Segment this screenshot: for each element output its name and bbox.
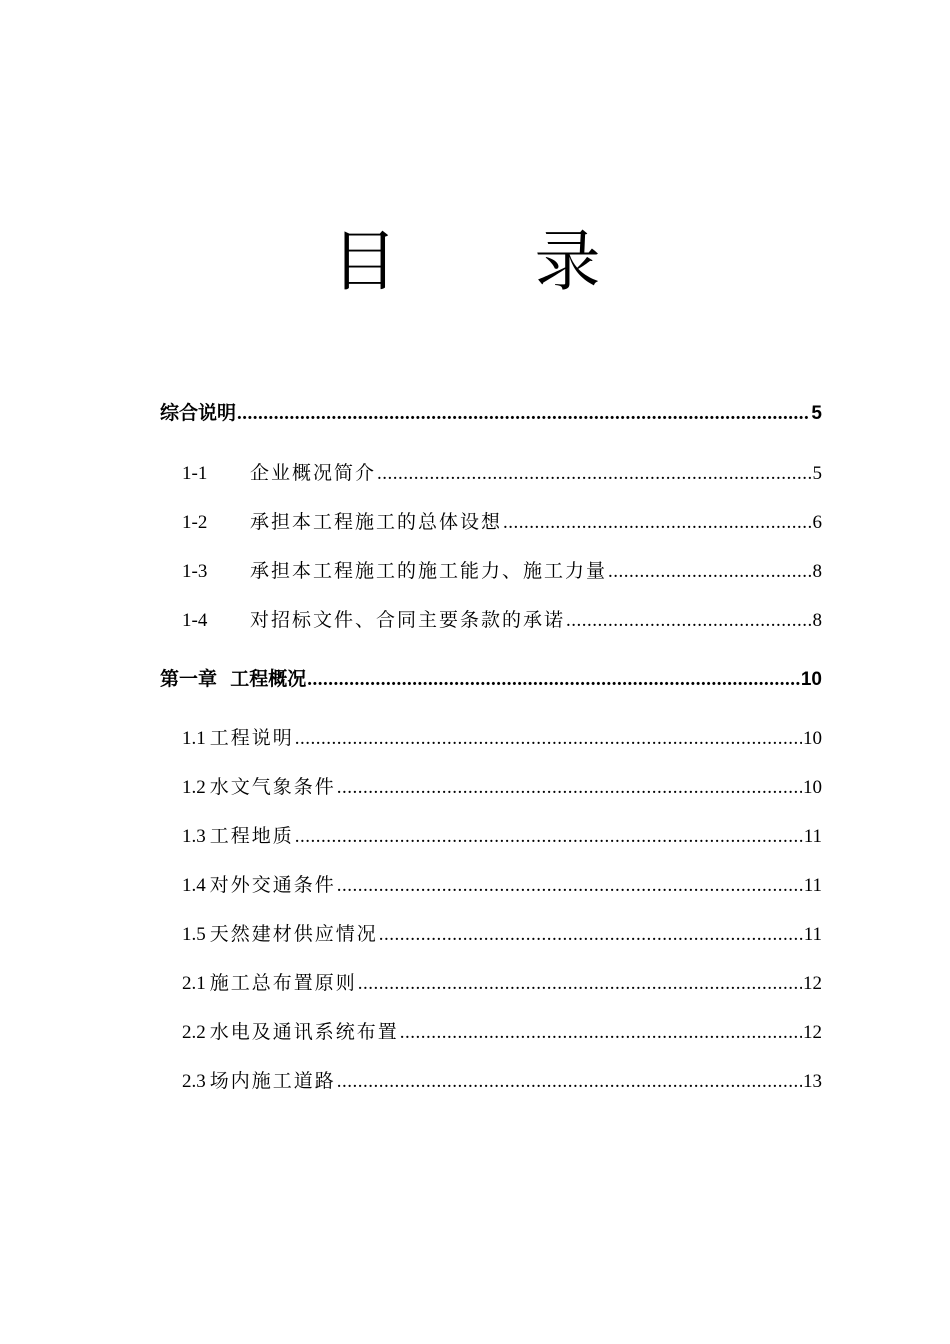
toc-entry-text: 承担本工程施工的总体设想 bbox=[250, 511, 503, 533]
toc-page-number: 12 bbox=[803, 973, 822, 994]
toc-entry-number: 1-3 bbox=[182, 561, 208, 582]
toc-entry[interactable] bbox=[182, 821, 822, 851]
toc-entry-number: 1-1 bbox=[182, 463, 208, 484]
toc-entry-text: 场内施工道路 bbox=[209, 1070, 336, 1092]
toc-entry-text: 第一章 工程概况 bbox=[160, 668, 307, 690]
toc-dot-leader bbox=[566, 606, 811, 636]
toc-entry-number: 1.4 bbox=[182, 875, 206, 896]
toc-entry-text: 综合说明 bbox=[160, 402, 237, 424]
toc-page-number: 11 bbox=[803, 875, 822, 896]
toc-entry[interactable] bbox=[182, 458, 822, 488]
toc-entry[interactable] bbox=[182, 1017, 822, 1047]
toc-entry[interactable] bbox=[182, 507, 822, 537]
toc-entry[interactable] bbox=[182, 556, 822, 586]
toc-dot-leader bbox=[337, 871, 803, 901]
toc-dot-leader bbox=[503, 508, 811, 538]
toc-entry-chapter[interactable] bbox=[160, 664, 822, 694]
toc-dot-leader bbox=[377, 459, 811, 489]
toc-entry-text: 水电及通讯系统布置 bbox=[209, 1021, 399, 1043]
toc-entry-text: 水文气象条件 bbox=[209, 776, 336, 798]
toc-entry-number: 1.2 bbox=[182, 777, 206, 798]
page-title: 目 录 bbox=[331, 223, 659, 300]
toc-entry[interactable] bbox=[182, 919, 822, 949]
toc-entry-text: 工程地质 bbox=[209, 825, 294, 847]
toc-dot-leader bbox=[295, 724, 802, 754]
toc-entry-number: 1.5 bbox=[182, 924, 206, 945]
toc-page-number: 8 bbox=[812, 561, 822, 582]
toc-dot-leader bbox=[295, 822, 803, 852]
toc-entry[interactable] bbox=[182, 870, 822, 900]
toc-entry-number: 2.1 bbox=[182, 973, 206, 994]
toc-entry-number: 2.3 bbox=[182, 1071, 206, 1092]
toc-dot-leader bbox=[307, 665, 800, 695]
toc-page-number: 8 bbox=[812, 610, 822, 631]
toc-entry-number: 1.1 bbox=[182, 728, 206, 749]
toc-page-number: 5 bbox=[812, 463, 822, 484]
toc-entry-number: 1.3 bbox=[182, 826, 206, 847]
toc-page-number: 10 bbox=[803, 728, 822, 749]
toc-entry-text: 企业概况简介 bbox=[250, 462, 377, 484]
toc-dot-leader bbox=[237, 399, 810, 429]
toc-page-number: 11 bbox=[803, 826, 822, 847]
toc-entry[interactable] bbox=[182, 1066, 822, 1096]
toc-dot-leader bbox=[358, 969, 802, 999]
toc-entry-section[interactable] bbox=[160, 398, 822, 428]
toc-page-number: 12 bbox=[803, 1022, 822, 1043]
toc-dot-leader bbox=[379, 920, 803, 950]
toc-page-number: 11 bbox=[803, 924, 822, 945]
toc-entry-number: 1-4 bbox=[182, 610, 208, 631]
toc-entry-number: 2.2 bbox=[182, 1022, 206, 1043]
toc-entry-text: 施工总布置原则 bbox=[209, 972, 357, 994]
toc-dot-leader bbox=[400, 1018, 802, 1048]
toc-entry[interactable] bbox=[182, 605, 822, 635]
toc-page-number: 13 bbox=[803, 1071, 822, 1092]
toc-page-number: 6 bbox=[812, 512, 822, 533]
toc-entry-text: 对招标文件、合同主要条款的承诺 bbox=[250, 609, 566, 631]
toc-page-number: 5 bbox=[811, 403, 822, 424]
toc-entry-text: 天然建材供应情况 bbox=[209, 923, 378, 945]
toc-entry-text: 承担本工程施工的施工能力、施工力量 bbox=[250, 560, 608, 582]
toc-dot-leader bbox=[337, 773, 802, 803]
toc-entry-text: 工程说明 bbox=[209, 727, 294, 749]
toc-page-number: 10 bbox=[800, 669, 822, 690]
toc-dot-leader bbox=[337, 1067, 802, 1097]
toc-page-number: 10 bbox=[803, 777, 822, 798]
toc-dot-leader bbox=[608, 557, 811, 587]
toc-entry-number: 1-2 bbox=[182, 512, 208, 533]
toc-entry[interactable] bbox=[182, 723, 822, 753]
toc-entry-text: 对外交通条件 bbox=[209, 874, 336, 896]
toc-entry[interactable] bbox=[182, 968, 822, 998]
toc-entry[interactable] bbox=[182, 772, 822, 802]
